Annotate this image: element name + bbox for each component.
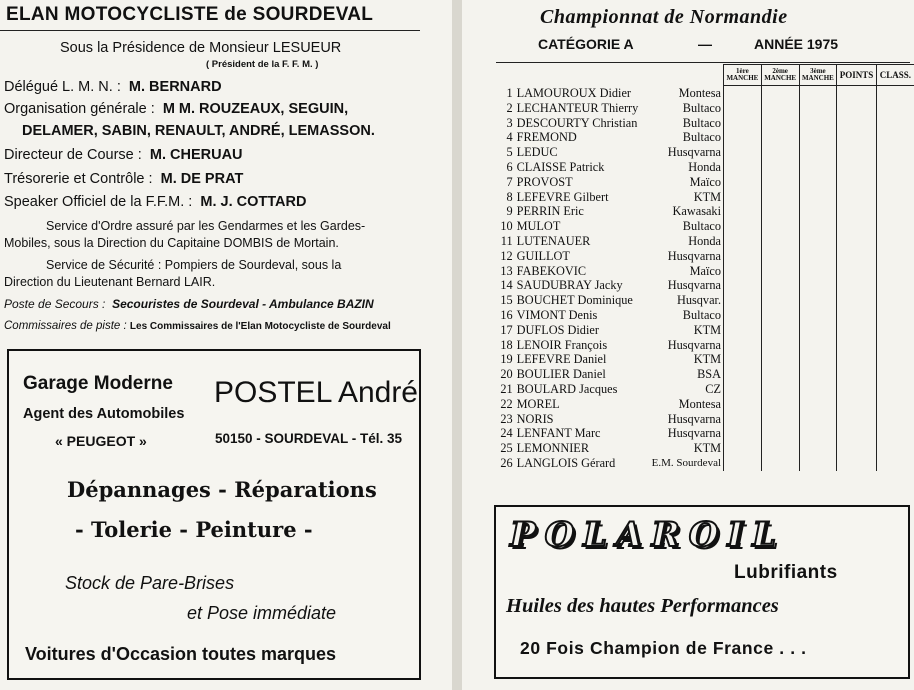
points-cell bbox=[837, 308, 877, 323]
ad-services-1: Dépannages - Réparations bbox=[67, 477, 377, 502]
class-cell bbox=[876, 190, 914, 205]
manche-1-cell bbox=[724, 190, 762, 205]
points-cell bbox=[837, 190, 877, 205]
page-gutter bbox=[452, 0, 462, 690]
manche-1-cell bbox=[724, 352, 762, 367]
manche-2-cell bbox=[761, 204, 799, 219]
table-row bbox=[496, 367, 914, 382]
service-securite-1: Service de Sécurité : Pompiers de Sourdeval, sous la bbox=[46, 258, 342, 272]
manche-3-cell bbox=[799, 160, 837, 175]
rider-number: 6 bbox=[506, 159, 513, 174]
rider-brand: Maïco bbox=[648, 264, 724, 279]
manche-3-cell bbox=[799, 323, 837, 338]
manche-2-cell bbox=[761, 86, 799, 101]
points-cell bbox=[837, 204, 877, 219]
class-cell bbox=[876, 219, 914, 234]
left-page bbox=[0, 0, 452, 690]
rider-number: 11 bbox=[500, 233, 513, 248]
points-cell bbox=[837, 293, 877, 308]
manche-1-cell bbox=[724, 249, 762, 264]
manche-2-cell bbox=[761, 219, 799, 234]
ad-brand: « PEUGEOT » bbox=[55, 433, 147, 449]
championship-title: Championnat de Normandie bbox=[540, 6, 788, 28]
manche-2-cell bbox=[761, 190, 799, 205]
manche-3-cell bbox=[799, 308, 837, 323]
right-page bbox=[462, 0, 914, 690]
rider-name: LEMONNIER bbox=[516, 441, 590, 456]
rider-name: CLAISSE Patrick bbox=[516, 159, 605, 174]
points-cell bbox=[837, 130, 877, 145]
ad-agent: Agent des Automobiles bbox=[23, 406, 185, 422]
manche-1-cell bbox=[724, 323, 762, 338]
rider-number: 19 bbox=[500, 352, 513, 367]
title-rule bbox=[0, 30, 420, 31]
manche-1-cell bbox=[724, 293, 762, 308]
table-row bbox=[496, 456, 914, 471]
class-cell bbox=[876, 426, 914, 441]
col-manche-1: 1ère MANCHE bbox=[724, 65, 762, 86]
points-cell bbox=[837, 456, 877, 471]
manche-2-cell bbox=[761, 397, 799, 412]
rider-brand: Bultaco bbox=[648, 130, 724, 145]
category-dash: — bbox=[698, 36, 712, 52]
table-row bbox=[496, 86, 914, 101]
manche-3-cell bbox=[799, 397, 837, 412]
table-row bbox=[496, 397, 914, 412]
presidence-note: ( Président de la F. F. M. ) bbox=[206, 59, 319, 70]
table-row bbox=[496, 204, 914, 219]
manche-2-cell bbox=[761, 278, 799, 293]
points-cell bbox=[837, 101, 877, 116]
rider-name: DESCOURTY Christian bbox=[516, 115, 638, 130]
class-cell bbox=[876, 456, 914, 471]
table-row bbox=[496, 426, 914, 441]
table-row bbox=[496, 101, 914, 116]
manche-3-cell bbox=[799, 264, 837, 279]
official-organisation-2: DELAMER, SABIN, RENAULT, ANDRÉ, LEMASSON. bbox=[22, 123, 375, 139]
table-row bbox=[496, 234, 914, 249]
rider-brand: Husqvar. bbox=[648, 293, 724, 308]
table-top-rule bbox=[496, 62, 910, 63]
ad-services-2: - Tolerie - Peinture - bbox=[75, 517, 313, 542]
rider-name: LENOIR François bbox=[516, 337, 608, 352]
manche-1-cell bbox=[724, 219, 762, 234]
service-securite-2: Direction du Lieutenant Bernard LAIR. bbox=[4, 275, 216, 289]
ad-lubrifiants: Lubrifiants bbox=[734, 562, 838, 583]
ad-huiles: Huiles des hautes Performances bbox=[506, 595, 779, 617]
rider-name: BOULIER Daniel bbox=[516, 367, 606, 382]
manche-2-cell bbox=[761, 456, 799, 471]
class-cell bbox=[876, 249, 914, 264]
rider-name: LEFEVRE Gilbert bbox=[516, 189, 609, 204]
rider-brand: E.M. Sourdeval bbox=[648, 456, 724, 471]
table-row bbox=[496, 130, 914, 145]
rider-number: 15 bbox=[500, 293, 513, 308]
rider-number: 20 bbox=[500, 367, 513, 382]
manche-3-cell bbox=[799, 382, 837, 397]
club-title: ELAN MOTOCYCLISTE de SOURDEVAL bbox=[6, 4, 374, 25]
rider-brand: Bultaco bbox=[648, 101, 724, 116]
points-cell bbox=[837, 367, 877, 382]
official-speaker: Speaker Officiel de la F.F.M. : M. J. COTTARD bbox=[4, 194, 307, 210]
class-cell bbox=[876, 293, 914, 308]
points-cell bbox=[837, 323, 877, 338]
rider-brand: KTM bbox=[648, 190, 724, 205]
manche-1-cell bbox=[724, 145, 762, 160]
points-cell bbox=[837, 86, 877, 101]
table-row bbox=[496, 412, 914, 427]
rider-brand: Husqvarna bbox=[648, 412, 724, 427]
manche-2-cell bbox=[761, 441, 799, 456]
table-row bbox=[496, 441, 914, 456]
manche-2-cell bbox=[761, 338, 799, 353]
ad-occasion: Voitures d'Occasion toutes marques bbox=[25, 644, 337, 664]
class-cell bbox=[876, 338, 914, 353]
points-cell bbox=[837, 278, 877, 293]
rider-name: BOULARD Jacques bbox=[516, 381, 618, 396]
table-row bbox=[496, 278, 914, 293]
manche-2-cell bbox=[761, 367, 799, 382]
rider-brand: Husqvarna bbox=[648, 145, 724, 160]
rider-number: 21 bbox=[500, 381, 513, 396]
rider-brand: Husqvarna bbox=[648, 338, 724, 353]
results-table bbox=[496, 64, 914, 471]
rider-brand: CZ bbox=[648, 382, 724, 397]
manche-1-cell bbox=[724, 382, 762, 397]
class-cell bbox=[876, 145, 914, 160]
manche-1-cell bbox=[724, 308, 762, 323]
table-row bbox=[496, 323, 914, 338]
manche-1-cell bbox=[724, 367, 762, 382]
class-cell bbox=[876, 116, 914, 131]
rider-name: LECHANTEUR Thierry bbox=[516, 100, 639, 115]
manche-3-cell bbox=[799, 278, 837, 293]
manche-2-cell bbox=[761, 234, 799, 249]
rider-brand: Bultaco bbox=[648, 308, 724, 323]
manche-2-cell bbox=[761, 249, 799, 264]
rider-brand: Bultaco bbox=[648, 219, 724, 234]
manche-2-cell bbox=[761, 323, 799, 338]
manche-2-cell bbox=[761, 308, 799, 323]
table-row bbox=[496, 249, 914, 264]
class-cell bbox=[876, 441, 914, 456]
rider-brand: Husqvarna bbox=[648, 426, 724, 441]
rider-number: 3 bbox=[506, 115, 513, 130]
rider-name: BOUCHET Dominique bbox=[516, 293, 633, 308]
col-manche-3: 3ème MANCHE bbox=[799, 65, 837, 86]
rider-brand: KTM bbox=[648, 441, 724, 456]
table-row bbox=[496, 352, 914, 367]
official-delegue: Délégué L. M. N. : M. BERNARD bbox=[4, 79, 222, 95]
points-cell bbox=[837, 160, 877, 175]
manche-3-cell bbox=[799, 190, 837, 205]
manche-1-cell bbox=[724, 441, 762, 456]
class-cell bbox=[876, 352, 914, 367]
rider-brand: BSA bbox=[648, 367, 724, 382]
points-cell bbox=[837, 441, 877, 456]
category: CATÉGORIE A bbox=[538, 36, 634, 52]
rider-number: 18 bbox=[500, 337, 513, 352]
presidence: Sous la Présidence de Monsieur LESUEUR bbox=[60, 40, 342, 56]
manche-1-cell bbox=[724, 264, 762, 279]
poste-secours: Poste de Secours : Secouristes de Sourdeval - Ambulance BAZIN bbox=[4, 297, 374, 311]
manche-2-cell bbox=[761, 145, 799, 160]
rider-number: 2 bbox=[506, 100, 513, 115]
rider-number: 16 bbox=[500, 307, 513, 322]
rider-brand: KTM bbox=[648, 323, 724, 338]
table-row bbox=[496, 219, 914, 234]
class-cell bbox=[876, 101, 914, 116]
rider-number: 24 bbox=[500, 426, 513, 441]
rider-name: VIMONT Denis bbox=[516, 307, 598, 322]
rider-name: NORIS bbox=[516, 411, 554, 426]
class-cell bbox=[876, 412, 914, 427]
official-organisation: Organisation générale : M M. ROUZEAUX, SEGUIN, bbox=[4, 101, 349, 117]
class-cell bbox=[876, 308, 914, 323]
rider-name: MOREL bbox=[516, 396, 560, 411]
points-cell bbox=[837, 264, 877, 279]
manche-2-cell bbox=[761, 264, 799, 279]
table-row bbox=[496, 382, 914, 397]
official-tresorerie: Trésorerie et Contrôle : M. DE PRAT bbox=[4, 171, 244, 187]
garage-postel-ad bbox=[7, 349, 421, 680]
manche-1-cell bbox=[724, 160, 762, 175]
rider-brand: Bultaco bbox=[648, 116, 724, 131]
manche-3-cell bbox=[799, 249, 837, 264]
manche-2-cell bbox=[761, 160, 799, 175]
rider-brand: Honda bbox=[648, 160, 724, 175]
rider-brand: Montesa bbox=[648, 397, 724, 412]
table-row bbox=[496, 190, 914, 205]
manche-2-cell bbox=[761, 130, 799, 145]
rider-name: LENFANT Marc bbox=[516, 426, 601, 441]
rider-number: 4 bbox=[506, 130, 513, 145]
points-cell bbox=[837, 234, 877, 249]
points-cell bbox=[837, 219, 877, 234]
table-row bbox=[496, 116, 914, 131]
rider-name: GUILLOT bbox=[516, 248, 570, 263]
rider-number: 9 bbox=[506, 204, 513, 219]
points-cell bbox=[837, 352, 877, 367]
rider-brand: Kawasaki bbox=[648, 204, 724, 219]
ad-address: 50150 - SOURDEVAL - Tél. 35 bbox=[215, 431, 403, 446]
class-cell bbox=[876, 323, 914, 338]
rider-name: LAMOUROUX Didier bbox=[516, 85, 632, 100]
class-cell bbox=[876, 264, 914, 279]
class-cell bbox=[876, 234, 914, 249]
points-cell bbox=[837, 175, 877, 190]
manche-3-cell bbox=[799, 456, 837, 471]
rider-brand: KTM bbox=[648, 352, 724, 367]
polaroil-ad bbox=[494, 505, 910, 679]
rider-name: MULOT bbox=[516, 219, 561, 234]
col-class: CLASS. bbox=[876, 65, 914, 86]
manche-3-cell bbox=[799, 175, 837, 190]
class-cell bbox=[876, 278, 914, 293]
class-cell bbox=[876, 160, 914, 175]
manche-1-cell bbox=[724, 101, 762, 116]
class-cell bbox=[876, 175, 914, 190]
class-cell bbox=[876, 86, 914, 101]
rider-name: FREMOND bbox=[516, 130, 577, 145]
manche-3-cell bbox=[799, 426, 837, 441]
rider-name: FABEKOVIC bbox=[516, 263, 587, 278]
class-cell bbox=[876, 367, 914, 382]
service-ordre-2: Mobiles, sous la Direction du Capitaine DOMBIS de Mortain. bbox=[4, 236, 339, 250]
rider-number: 25 bbox=[500, 441, 513, 456]
manche-3-cell bbox=[799, 116, 837, 131]
manche-1-cell bbox=[724, 426, 762, 441]
col-manche-2: 2ème MANCHE bbox=[761, 65, 799, 86]
points-cell bbox=[837, 412, 877, 427]
manche-1-cell bbox=[724, 412, 762, 427]
manche-3-cell bbox=[799, 130, 837, 145]
rider-brand: Husqvarna bbox=[648, 278, 724, 293]
manche-1-cell bbox=[724, 234, 762, 249]
ad-stock: Stock de Pare-Brises bbox=[65, 573, 235, 593]
manche-2-cell bbox=[761, 116, 799, 131]
points-cell bbox=[837, 116, 877, 131]
manche-1-cell bbox=[724, 116, 762, 131]
table-row bbox=[496, 308, 914, 323]
manche-3-cell bbox=[799, 367, 837, 382]
table-row bbox=[496, 145, 914, 160]
class-cell bbox=[876, 204, 914, 219]
table-row bbox=[496, 293, 914, 308]
rider-number: 22 bbox=[500, 396, 513, 411]
class-cell bbox=[876, 130, 914, 145]
ad-champion: 20 Fois Champion de France . . . bbox=[520, 638, 807, 658]
points-cell bbox=[837, 426, 877, 441]
manche-2-cell bbox=[761, 426, 799, 441]
rider-name: LANGLOIS Gérard bbox=[516, 455, 616, 470]
rider-number: 26 bbox=[500, 455, 513, 470]
manche-1-cell bbox=[724, 278, 762, 293]
manche-2-cell bbox=[761, 352, 799, 367]
manche-1-cell bbox=[724, 456, 762, 471]
rider-name: SAUDUBRAY Jacky bbox=[516, 278, 623, 293]
manche-3-cell bbox=[799, 86, 837, 101]
official-directeur: Directeur de Course : M. CHERUAU bbox=[4, 147, 243, 163]
rider-number: 10 bbox=[500, 219, 513, 234]
manche-1-cell bbox=[724, 130, 762, 145]
rider-number: 23 bbox=[500, 411, 513, 426]
ad-garage-name: Garage Moderne bbox=[23, 373, 173, 394]
rider-number: 5 bbox=[506, 145, 513, 160]
manche-1-cell bbox=[724, 86, 762, 101]
rider-brand: Husqvarna bbox=[648, 249, 724, 264]
rider-number: 17 bbox=[500, 322, 513, 337]
rider-name: LEFEVRE Daniel bbox=[516, 352, 607, 367]
rider-name: DUFLOS Didier bbox=[516, 322, 599, 337]
manche-2-cell bbox=[761, 412, 799, 427]
manche-3-cell bbox=[799, 101, 837, 116]
manche-2-cell bbox=[761, 175, 799, 190]
service-ordre-1: Service d'Ordre assuré par les Gendarmes et les Gardes- bbox=[46, 219, 366, 233]
manche-3-cell bbox=[799, 338, 837, 353]
points-cell bbox=[837, 397, 877, 412]
rider-name: PERRIN Eric bbox=[516, 204, 584, 219]
points-cell bbox=[837, 249, 877, 264]
col-points: POINTS bbox=[837, 65, 877, 86]
manche-3-cell bbox=[799, 219, 837, 234]
rider-name: LUTENAUER bbox=[516, 233, 591, 248]
rider-number: 13 bbox=[500, 263, 513, 278]
manche-2-cell bbox=[761, 382, 799, 397]
manche-3-cell bbox=[799, 412, 837, 427]
manche-1-cell bbox=[724, 397, 762, 412]
table-header-row bbox=[496, 65, 914, 86]
class-cell bbox=[876, 397, 914, 412]
ad-pose: et Pose immédiate bbox=[187, 603, 337, 623]
ad-owner-name: POSTEL André bbox=[214, 376, 418, 409]
table-row bbox=[496, 264, 914, 279]
rider-number: 12 bbox=[500, 248, 513, 263]
manche-1-cell bbox=[724, 338, 762, 353]
manche-3-cell bbox=[799, 145, 837, 160]
rider-brand: Honda bbox=[648, 234, 724, 249]
class-cell bbox=[876, 382, 914, 397]
manche-1-cell bbox=[724, 204, 762, 219]
table-row bbox=[496, 160, 914, 175]
commissaires: Commissaires de piste : Les Commissaires de l'Elan Motocycliste de Sourdeval bbox=[4, 320, 391, 332]
points-cell bbox=[837, 145, 877, 160]
ad-polaroil-logo: POLAROIL bbox=[510, 515, 786, 555]
rider-brand: Maïco bbox=[648, 175, 724, 190]
manche-3-cell bbox=[799, 441, 837, 456]
points-cell bbox=[837, 382, 877, 397]
rider-number: 8 bbox=[506, 189, 513, 204]
manche-3-cell bbox=[799, 293, 837, 308]
year: ANNÉE 1975 bbox=[754, 36, 839, 52]
manche-3-cell bbox=[799, 204, 837, 219]
rider-name: LEDUC bbox=[516, 145, 558, 160]
table-row bbox=[496, 338, 914, 353]
rider-brand: Montesa bbox=[648, 86, 724, 101]
manche-3-cell bbox=[799, 234, 837, 249]
manche-3-cell bbox=[799, 352, 837, 367]
manche-2-cell bbox=[761, 101, 799, 116]
rider-name: PROVOST bbox=[516, 174, 573, 189]
points-cell bbox=[837, 338, 877, 353]
rider-number: 1 bbox=[506, 85, 513, 100]
table-row bbox=[496, 175, 914, 190]
rider-number: 14 bbox=[500, 278, 513, 293]
rider-number: 7 bbox=[506, 174, 513, 189]
manche-1-cell bbox=[724, 175, 762, 190]
manche-2-cell bbox=[761, 293, 799, 308]
